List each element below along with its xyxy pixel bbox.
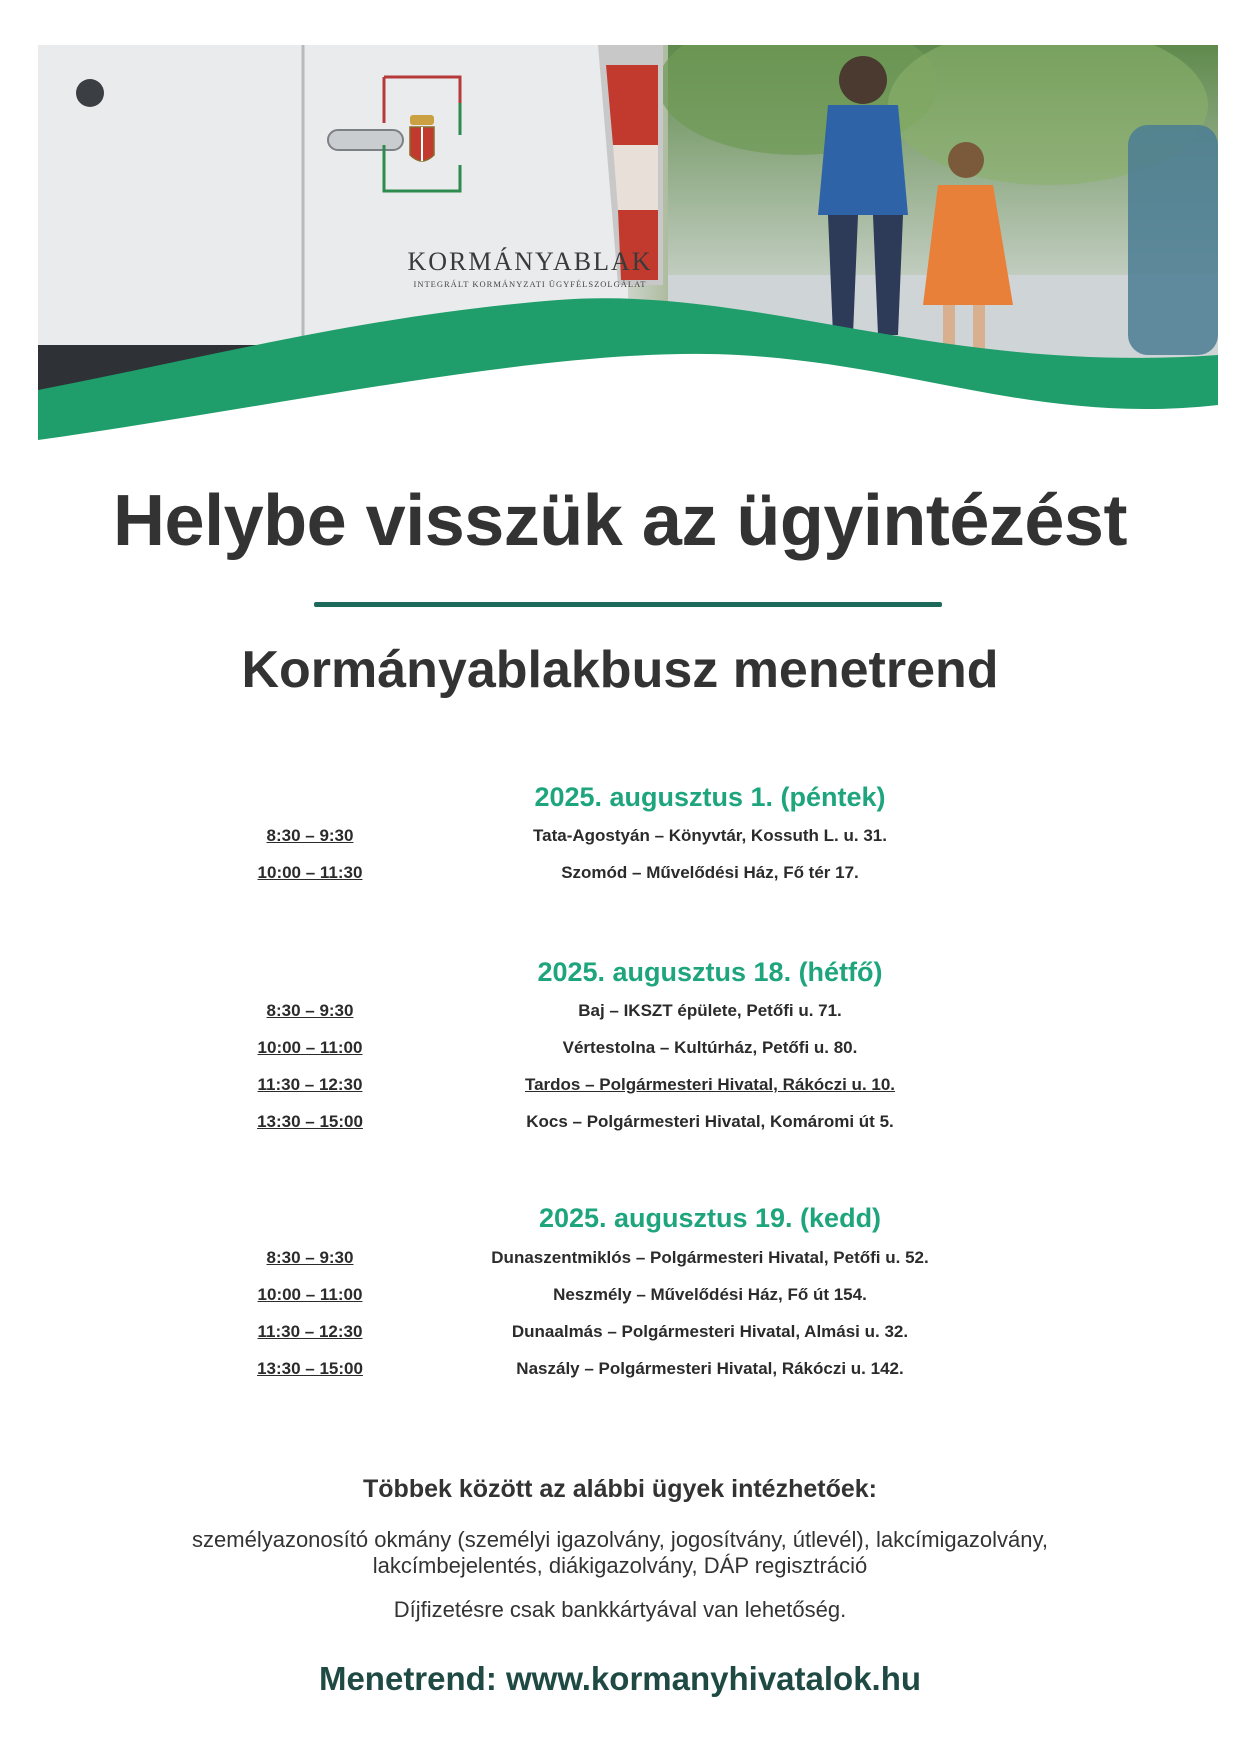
day-heading-2: 2025. augusztus 18. (hétfő) [537, 957, 883, 987]
time-slot: 13:30 – 15:00 [257, 1112, 363, 1131]
location: Baj – IKSZT épülete, Petőfi u. 71. [578, 1001, 842, 1020]
services-line-1: személyazonosító okmány (személyi igazolvány, jogosítvány, útlevél), lakcímigazolvány, [192, 1527, 1048, 1552]
footer [0, 1660, 1240, 1698]
time-slot: 10:00 – 11:30 [257, 863, 363, 882]
schedule-row [0, 1075, 1240, 1105]
location: Neszmély – Művelődési Ház, Fő út 154. [553, 1285, 867, 1304]
footer-label: Menetrend: [318, 1660, 497, 1697]
time-slot: 11:30 – 12:30 [257, 1322, 363, 1341]
schedule-row [0, 826, 1240, 856]
time-slot: 10:00 – 11:00 [257, 1038, 363, 1057]
schedule-row [0, 1038, 1240, 1068]
location: Tata-Agostyán – Könyvtár, Kossuth L. u. 31. [533, 826, 887, 845]
time-slot: 13:30 – 15:00 [257, 1359, 363, 1378]
schedule-row [0, 1359, 1240, 1389]
services-line-2: lakcímbejelentés, diákigazolvány, DÁP regisztráció [372, 1553, 868, 1578]
payment-note: Díjfizetésre csak bankkártyával van lehetőség. [393, 1597, 847, 1622]
page-subtitle: Kormányablakbusz menetrend [241, 641, 999, 699]
schedule-row [0, 1248, 1240, 1278]
services-list [140, 1527, 1100, 1579]
schedule-row [0, 1322, 1240, 1352]
time-slot: 10:00 – 11:00 [257, 1285, 363, 1304]
time-slot: 11:30 – 12:30 [257, 1075, 363, 1094]
page-title: Helybe visszük az ügyintézést [113, 481, 1127, 561]
schedule-row [0, 863, 1240, 893]
location: Kocs – Polgármesteri Hivatal, Komáromi út 5. [526, 1112, 894, 1131]
location: Dunaszentmiklós – Polgármesteri Hivatal, Petőfi u. 52. [491, 1248, 929, 1267]
location: Szomód – Művelődési Ház, Fő tér 17. [561, 863, 859, 882]
kormanyablak-logo [380, 75, 680, 305]
time-slot: 8:30 – 9:30 [266, 1001, 354, 1020]
time-slot: 8:30 – 9:30 [266, 1248, 354, 1267]
time-slot: 8:30 – 9:30 [266, 826, 354, 845]
services-title: Többek között az alábbi ügyek intézhetőek: [363, 1475, 877, 1503]
schedule-row [0, 1112, 1240, 1142]
day-heading-1: 2025. augusztus 1. (péntek) [534, 782, 886, 812]
location: Tardos – Polgármesteri Hivatal, Rákóczi u. 10. [524, 1075, 896, 1094]
logo-subtitle: INTEGRÁLT KORMÁNYZATI ÜGYFÉLSZOLGÁLAT [413, 279, 647, 289]
footer-url-link[interactable]: www.kormanyhivatalok.hu [505, 1660, 922, 1697]
title-divider [314, 602, 942, 607]
location: Naszály – Polgármesteri Hivatal, Rákóczi u. 142. [516, 1359, 904, 1378]
logo-name: KORMÁNYABLAK [407, 247, 653, 276]
location: Vértestolna – Kultúrház, Petőfi u. 80. [562, 1038, 858, 1057]
location: Dunaalmás – Polgármesteri Hivatal, Almási u. 32. [511, 1322, 909, 1341]
schedule-row [0, 1001, 1240, 1031]
hero-banner [38, 45, 1218, 463]
schedule-row [0, 1285, 1240, 1315]
day-heading-3: 2025. augusztus 19. (kedd) [538, 1203, 882, 1233]
coat-of-arms-icon [380, 75, 464, 193]
